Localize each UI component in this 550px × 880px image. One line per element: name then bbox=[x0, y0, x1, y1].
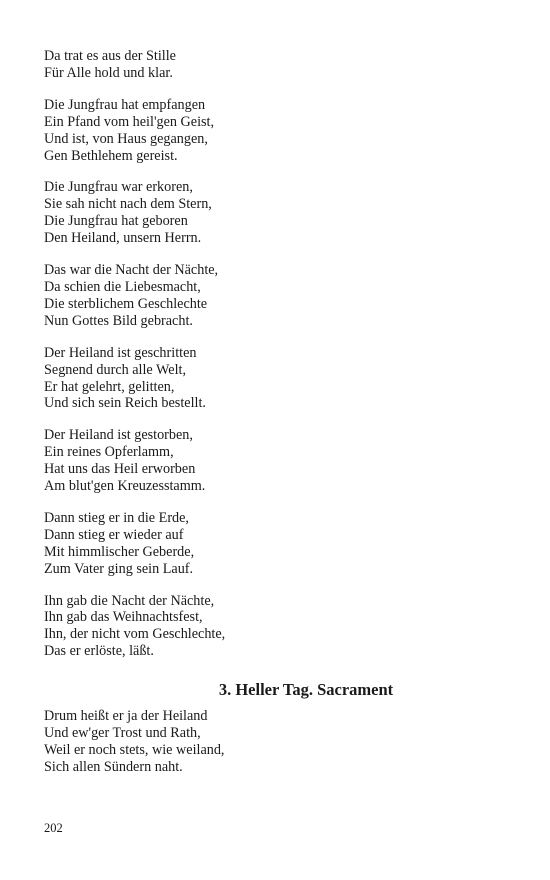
verse-line: Ein Pfand vom heil'gen Geist, bbox=[44, 113, 215, 130]
page-number: 202 bbox=[44, 821, 63, 835]
stanza bbox=[44, 593, 514, 661]
verse-line: Gen Bethlehem gereist. bbox=[44, 147, 178, 164]
verse-line: Und ist, von Haus gegangen, bbox=[44, 130, 208, 147]
verse-line: Zum Vater ging sein Lauf. bbox=[44, 560, 194, 577]
stanza bbox=[44, 262, 514, 330]
verse-line: Nun Gottes Bild gebracht. bbox=[44, 312, 193, 329]
verse-line: Das er erlöste, läßt. bbox=[44, 643, 154, 660]
verse-line: Ein reines Opferlamm, bbox=[44, 444, 174, 461]
stanza bbox=[44, 510, 514, 578]
verse-line: Der Heiland ist gestorben, bbox=[44, 427, 193, 444]
verse-line: Dann stieg er in die Erde, bbox=[44, 509, 189, 526]
section-heading: 3. Heller Tag. Sacrament bbox=[218, 680, 394, 700]
verse-line: Und ew'ger Trost und Rath, bbox=[44, 725, 201, 742]
poem-page bbox=[44, 48, 514, 791]
verse-line: Die Jungfrau hat empfangen bbox=[44, 96, 206, 113]
verse-line: Ihn gab die Nacht der Nächte, bbox=[44, 592, 215, 609]
verse-line: Weil er noch stets, wie weiland, bbox=[44, 742, 225, 758]
verse-line: Sie sah nicht nach dem Stern, bbox=[44, 196, 212, 213]
verse-line: Den Heiland, unsern Herrn. bbox=[44, 230, 202, 247]
verse-line: Mit himmlischer Geberde, bbox=[44, 543, 195, 560]
verse-line: Dann stieg er wieder auf bbox=[44, 526, 184, 543]
verse-line: Sich allen Sündern naht. bbox=[44, 758, 183, 775]
stanza bbox=[44, 345, 514, 413]
verse-line: Hat uns das Heil erworben bbox=[44, 461, 196, 478]
stanza bbox=[44, 179, 514, 247]
verse-line: Das war die Nacht der Nächte, bbox=[44, 262, 219, 279]
verse-line: Drum heißt er ja der Heiland bbox=[44, 708, 208, 725]
stanza bbox=[44, 708, 514, 776]
verse-line: Für Alle hold und klar. bbox=[44, 64, 173, 81]
verse-line: Ihn, der nicht vom Geschlechte, bbox=[44, 626, 226, 643]
stanza bbox=[44, 97, 514, 165]
verse-line: Die Jungfrau war erkoren, bbox=[44, 179, 193, 196]
verse-line: Segnend durch alle Welt, bbox=[44, 361, 187, 378]
stanza bbox=[44, 427, 514, 495]
verse-line: Er hat gelehrt, gelitten, bbox=[44, 378, 175, 395]
verse-line: Die Jungfrau hat geboren bbox=[44, 213, 188, 230]
verse-line: Die sterblichem Geschlechte bbox=[44, 295, 208, 312]
verse-line: Am blut'gen Kreuzesstamm. bbox=[44, 478, 206, 495]
verse-line: Und sich sein Reich bestellt. bbox=[44, 395, 206, 412]
verse-line: Da schien die Liebesmacht, bbox=[44, 278, 201, 295]
stanza bbox=[44, 48, 514, 82]
verse-line: Da trat es aus der Stille bbox=[44, 48, 176, 64]
verse-line: Ihn gab das Weihnachtsfest, bbox=[44, 609, 203, 626]
verse-line: Der Heiland ist geschritten bbox=[44, 344, 197, 361]
